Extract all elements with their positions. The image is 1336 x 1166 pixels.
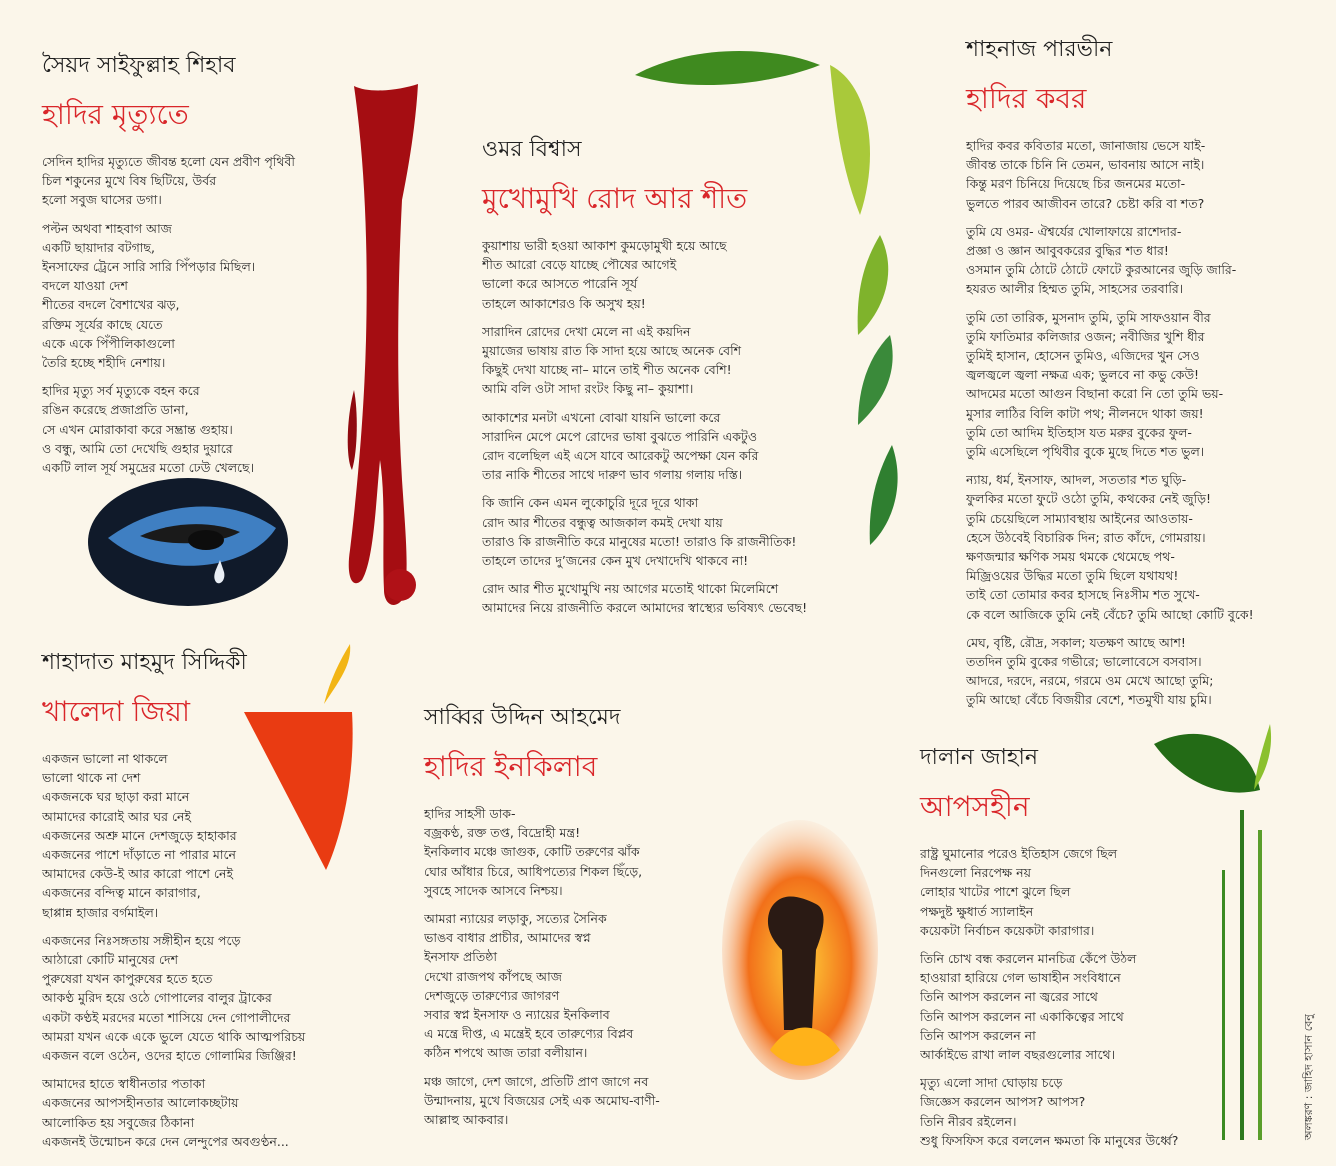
poem-line: রঙিন করেছে প্রজাপ্রতি ডানা, <box>42 402 189 418</box>
stanza <box>966 308 1296 462</box>
poem-line: তুমিই হাসান, হোসেন তুমিও, এজিদের খুন সেও <box>966 348 1200 364</box>
poem-line: হাদির মৃত্যু সর্ব মৃত্যুকে বহন করে <box>42 383 200 399</box>
poem-line: তিনি আপস করলেন না একাকিত্বের সাথে <box>920 1008 1124 1024</box>
poem-line: তাহলে তাদের দু’জনের কেন মুখ দেখাদেখি থাকবে না! <box>482 553 749 569</box>
stanza <box>42 152 342 210</box>
poem-line: রোদ বলেছিল এই এসে যাবে আরেকটু অপেক্ষা যেন করি <box>482 448 759 464</box>
poem-line: পক্ষদুষ্ট ক্ষুধার্ত স্যালাইন <box>920 903 1034 919</box>
poem-line: সুবহে সাদেক আসবে নিশ্চয়। <box>424 882 563 898</box>
poem-line: হলো সবুজ ঘাসের ডগা। <box>42 192 162 208</box>
stanza <box>966 222 1296 299</box>
poem-line: তাই তো তোমার কবর হাসছে নিঃসীম শত সুখে- <box>966 587 1200 603</box>
poem-line: তার নাকি শীতের সাথে দারুণ ভাব গলায় গলায় দস্তি। <box>482 467 743 483</box>
poem-line: আমাদের কারোই আর ঘর নেই <box>42 808 191 824</box>
poem-line: আমাদের হাতে স্বাধীনতার পতাকা <box>42 1076 206 1092</box>
poem-author: শাহনাজ পারভীন <box>966 37 1113 62</box>
poem-line: আকণ্ঠ মুরিদ হয়ে ওঠে গোপালের বালুর ট্রাকের <box>42 990 272 1006</box>
stanza <box>424 909 724 1063</box>
poem-line: সে এখন মোরাকাবা করে সম্ভ্রান্ত গুহায়। <box>42 421 233 437</box>
stanza <box>920 844 1240 940</box>
poem-hadir-inqilab <box>424 700 724 1138</box>
stanza <box>482 579 882 617</box>
poem-line: একটা কণ্ঠই মরদের মতো শাসিয়ে দেন গোপালীদের <box>42 1009 291 1025</box>
poem-line: প্রজ্ঞা ও জ্ঞান আবুবকরের বুদ্ধির শত ধার! <box>966 243 1169 259</box>
poem-line: তারাও কি রাজনীতি করে মানুষের মতো! তারাও কি রাজনীতিক! <box>482 533 797 549</box>
poem-line: জিজ্ঞেস করলেন আপস? আপস? <box>920 1094 1086 1110</box>
poem-line: ভুলতে পারব আজীবন তারে? চেষ্টা করি বা শত? <box>966 195 1205 211</box>
poem-line: হেসে উঠবেই বিচারিক দিন; রাত কাঁদে, গোমরায়। <box>966 529 1206 545</box>
poem-line: একটি ছায়াদার বটগাছ, <box>42 239 155 255</box>
poem-line: একটি লাল সূর্য সমুদ্রের মতো ঢেউ খেলছে। <box>42 460 255 476</box>
poem-line: ফুলকির মতো ফুটে ওঠো তুমি, কথকের নেই জুড়ি! <box>966 491 1212 507</box>
poem-line: মৃত্যু এলো সাদা ঘোড়ায় চড়ে <box>920 1075 1063 1091</box>
poem-line: কুয়াশায় ভারী হওয়া আকাশ কুমড়োমুখী হয়ে আছে <box>482 238 727 253</box>
poem-line: ও বন্ধু, আমি তো দেখেছি গুহার দুয়ারে <box>42 440 233 456</box>
poem-line: বদলে যাওয়া দেশ <box>42 278 128 294</box>
poem-line: রোদ আর শীত মুখোমুখি নয় আগের মতোই থাকো মিলেমিশে <box>482 581 779 597</box>
poem-line: রক্তিম সূর্যের কাছে যেতে <box>42 316 163 332</box>
poem-line: একজনই উন্মোচন করে দেন লেন্দুপের অবগুণ্ঠন... <box>42 1133 289 1149</box>
illustration-credit: অলঙ্করণ : জাহিদ হাসান বেনু <box>1302 1014 1315 1140</box>
poem-line: কে বলে আজিকে তুমি নেই বেঁচে? তুমি আছো কোটি বুকে! <box>966 606 1254 622</box>
poem-line: পল্টন অথবা শাহবাগ আজ <box>42 220 172 236</box>
stanza <box>42 219 342 373</box>
poem-hadir-mrityute <box>42 48 342 486</box>
stanza <box>424 1072 724 1130</box>
poem-line: ভালো করে আসতে পারেনি সূর্য <box>482 276 638 292</box>
poem-line: রাষ্ট্র ঘুমানোর পরেও ইতিহাস জেগে ছিল <box>920 846 1118 861</box>
poem-line: আমাদের নিয়ে রাজনীতি করলে আমাদের স্বাস্থ্যের ভবিষ্যৎ ভেবেছ! <box>482 600 808 616</box>
poem-line: রোদ আর শীতের বন্ধুত্ব আজকাল কমই দেখা যায় <box>482 514 723 530</box>
poem-line: ভালো থাকে না দেশ <box>42 770 141 786</box>
poem-line: আঠারো কোটি মানুষের দেশ <box>42 952 179 968</box>
poem-line: একজনের অশ্রু মানে দেশজুড়ে হাহাকার <box>42 827 237 843</box>
poem-title: হাদির মৃত্যুতে <box>42 98 189 131</box>
poem-title: আপসহীন <box>920 790 1030 823</box>
blood-drip-illustration <box>340 80 430 610</box>
poem-line: আমরা ন্যায়ের লড়াকু, সত্যের সৈনিক <box>424 911 607 927</box>
poem-line: একজনের নিঃসঙ্গতায় সঙ্গীহীন হয়ে পড়ে <box>42 932 241 948</box>
poem-line: আকাশের মনটা এখনো বোঝা যায়নি ভালো করে <box>482 409 721 425</box>
poem-line: কি জানি কেন এমন লুকোচুরি দূরে দূরে থাকা <box>482 495 699 511</box>
poem-line: তুমি এসেছিলে পৃথিবীর বুকে মুছে দিতে শত ভুল। <box>966 444 1205 460</box>
poem-line: হাওয়ারা হারিয়ে গেল ভাষাহীন সংবিধানে <box>920 970 1121 986</box>
poem-line: কঠিন শপথে আজ তারা বলীয়ান। <box>424 1045 588 1061</box>
poem-line: আমি বলি ওটা সাদা রংটং কিছু না– কুয়াশা। <box>482 381 694 397</box>
fire-fist-illustration <box>720 800 880 1080</box>
stanza <box>920 949 1240 1064</box>
stanza <box>966 136 1296 213</box>
poem-line: তিনি আপস করলেন না জ্বরের সাথে <box>920 989 1098 1005</box>
poem-khaleda-zia <box>42 645 372 1160</box>
poem-line: তিনি আপস করলেন না <box>920 1027 1036 1043</box>
poem-line: একে একে পিঁপীলিকাগুলো <box>42 335 175 351</box>
poem-line: হযরত আলীর হিম্মত তুমি, সাহসের তরবারি। <box>966 281 1184 297</box>
poem-line: ইনকিলাব মঞ্চে জাগুক, কোটি তরুণের ঝাঁক <box>424 844 640 860</box>
poem-line: ওসমান তুমি ঠোটে ঠোটে ফোটে কুরআনের জুড়ি জারি- <box>966 262 1237 278</box>
poem-line: তিনি চোখ বন্ধ করলেন মানচিত্র কেঁপে উঠল <box>920 951 1137 967</box>
poem-line: মেঘ, বৃষ্টি, রৌদ্র, সকাল; যতক্ষণ আছে আশ! <box>966 634 1186 650</box>
stanza <box>966 633 1296 710</box>
poem-line: তুমি তো আদিম ইতিহাস যত মরুর বুকের ফুল- <box>966 424 1192 440</box>
poem-author: সৈয়দ সাইফুল্লাহ শিহাব <box>42 53 236 78</box>
poem-line: তিনি নীরব রইলেন। <box>920 1113 1017 1129</box>
stanza <box>42 931 372 1065</box>
poem-line: ছাপ্পান্ন হাজার বর্গমাইল। <box>42 904 159 920</box>
stanza <box>920 1073 1240 1150</box>
poem-line: মিজ্রিওয়ের উদ্ধির মতো তুমি ছিলে যথাযথ! <box>966 568 1179 584</box>
stanza <box>482 493 882 570</box>
poem-line: তুমি তো তারিক, মুসনাদ তুমি, তুমি সাফওয়ান বীর <box>966 309 1211 325</box>
poem-title: হাদির ইনকিলাব <box>424 750 598 783</box>
poem-line: দেখো রাজপথ কাঁপছে আজ <box>424 968 562 984</box>
poem-line: সারাদিন মেপে মেপে রোদের ভাষা বুঝতে পারিনি একটুও <box>482 428 758 444</box>
stanza <box>482 322 882 399</box>
poem-line: লোহার খাটের পাশে ঝুলে ছিল <box>920 884 1071 900</box>
poem-line: মুসার লাঠির বিলি কাটা পথ; নীলনদে থাকা জয়! <box>966 405 1204 421</box>
poem-line: একজনের আপসহীনতার আলোকচ্ছটায় <box>42 1095 239 1111</box>
poem-line: কিছুই দেখা যাচ্ছে না– মানে তাই শীত অনেক বেশি! <box>482 362 732 378</box>
poem-author: শাহাদাত মাহমুদ সিদ্দিকী <box>42 650 247 675</box>
poem-line: মঞ্চ জাগে, দেশ জাগে, প্রতিটি প্রাণ জাগে নব <box>424 1073 649 1089</box>
poem-aposhin <box>920 740 1240 1159</box>
poem-line: তাহলে আকাশেরও কি অসুখ হয়! <box>482 295 646 311</box>
poem-line: মুয়াজের ভাষায় রাত কি সাদা হয়ে আছে অনেক বেশি <box>482 343 742 359</box>
stanza <box>42 1074 372 1151</box>
poem-line: বজ্রকণ্ঠ, রক্ত তপ্ত, বিদ্রোহী মন্ত্র! <box>424 825 581 841</box>
tearful-eye-illustration <box>80 470 290 620</box>
poem-line: একজনের পাশে দাঁড়াতে না পারার মানে <box>42 847 236 863</box>
poem-line: সবার স্বপ্ন ইনসাফ ও ন্যায়ের ইনকিলাব <box>424 1007 610 1023</box>
poem-line: তুমি যে ওমর- ঐশ্বর্যের খোলাফায়ে রাশেদার- <box>966 223 1182 239</box>
poem-line: সারাদিন রোদের দেখা মেলে না এই কয়দিন <box>482 323 691 339</box>
stanza <box>966 470 1296 624</box>
poem-line: আদমের মতো আগুন বিছানা করো নি তো তুমি ভয়- <box>966 386 1224 402</box>
poem-title: হাদির কবর <box>966 82 1087 115</box>
stanza <box>424 804 724 900</box>
poem-line: তৈরি হচ্ছে শহীদি নেশায়। <box>42 355 166 371</box>
poem-line: আলোকিত হয় সবুজের ঠিকানা <box>42 1114 195 1130</box>
poem-line: পুরুষেরা যখন কাপুরুষের হতে হতে <box>42 971 213 987</box>
poem-line: দিনগুলো নিরপেক্ষ নয় <box>920 865 1031 881</box>
poem-line: শীতের বদলে বৈশাখের ঝড়, <box>42 297 180 313</box>
poem-title: মুখোমুখি রোদ আর শীত <box>482 182 748 215</box>
stanza <box>42 381 342 477</box>
poem-line: ক্ষণজন্মার ক্ষণিক সময় থমকে থেমেছে পথ- <box>966 549 1175 565</box>
poem-line: উন্মাদনায়, মুখে বিজয়ের সেই এক অমোঘ-বাণী- <box>424 1092 660 1108</box>
poem-line: হাদির কবর কবিতার মতো, জানাজায় ভেসে যাই- <box>966 138 1206 153</box>
stanza <box>482 236 882 313</box>
poem-line: তুমি ফাতিমার কলিজার ওজন; নবীজির খুশি ধীর <box>966 328 1205 344</box>
poem-line: এ মন্ত্রে দীপ্ত, এ মন্ত্রেই হবে তারুণ্যের বিপ্লব <box>424 1026 634 1042</box>
poem-line: আল্লাহু আকবার। <box>424 1112 509 1128</box>
poem-line: ন্যায়, ধর্ম, ইনসাফ, আদল, সততার শত ঘুড়ি- <box>966 472 1187 488</box>
poem-line: কিন্তু মরণ চিনিয়ে দিয়েছে চির জনমের মতো- <box>966 176 1186 192</box>
poem-line: শুধু ফিসফিস করে বললেন ক্ষমতা কি মানুষের উর্ধ্বে? <box>920 1132 1179 1148</box>
poem-line: শীত আরো বেড়ে যাচ্ছে পৌষের আগেই <box>482 257 677 273</box>
poem-author: দালান জাহান <box>920 745 1038 770</box>
poem-line: একজন ভালো না থাকলে <box>42 751 168 766</box>
poem-line: দেশজুড়ে তারুণ্যের জাগরণ <box>424 987 560 1003</box>
poem-line: একজন বলে ওঠেন, ওদের হাতে গোলামির জিঞ্জির! <box>42 1048 297 1064</box>
poem-line: একজনের বন্দিত্ব মানে কারাগার, <box>42 885 201 901</box>
poem-line: আমরা যখন একে একে ভুলে যেতে থাকি আত্মপরিচয় <box>42 1028 306 1044</box>
stanza <box>482 408 882 485</box>
poem-line: তুমি আছো বেঁচে বিজয়ীর বেশে, শতমুখী যায় চুমি। <box>966 692 1212 708</box>
poem-author: সাব্বির উদ্দিন আহমেদ <box>424 705 621 730</box>
poem-line: জীবন্ত তাকে চিনি নি তেমন, ভাবনায় আসে নাই। <box>966 157 1205 173</box>
poem-hadir-kobor <box>966 32 1296 719</box>
poem-line: ইনসাফ প্রতিষ্ঠা <box>424 949 498 965</box>
poem-line: সেদিন হাদির মৃত্যুতে জীবন্ত হলো যেন প্রবীণ পৃথিবী <box>42 154 296 169</box>
poem-line: আমাদের কেউ-ই আর কারো পাশে নেই <box>42 866 233 882</box>
poem-line: ঘোর আঁধার চিরে, আধিপত্যের শিকল ছিঁড়ে, <box>424 863 643 879</box>
poem-line: ভাঙব বাধার প্রাচীর, আমাদের স্বপ্ন <box>424 930 591 946</box>
poem-mukhomukhi-rod-ar-sheet <box>482 132 882 627</box>
poem-author: ওমর বিশ্বাস <box>482 137 582 162</box>
poem-title: খালেদা জিয়া <box>42 695 191 728</box>
poem-line: কয়েকটা নির্বাচন কয়েকটা কারাগার। <box>920 922 1095 938</box>
poem-line: চিল শকুনের মুখে বিষ ছিটিয়ে, উর্বর <box>42 173 217 189</box>
poem-line: ততদিন তুমি বুকের গভীরে; ভালোবেসে বসবাস। <box>966 654 1202 670</box>
poem-line: জ্বলজ্বলে জ্বলা নক্ষত্র এক; ভুলবে না কভু কেউ! <box>966 367 1200 383</box>
poem-line: ইনসাফের ট্রেনে সারি সারি পিঁপড়ার মিছিল। <box>42 259 256 275</box>
poem-line: আর্কাইভে রাখা লাল বছরগুলোর সাথে। <box>920 1047 1116 1063</box>
poem-line: একজনকে ঘর ছাড়া করা মানে <box>42 789 190 805</box>
poem-line: হাদির সাহসী ডাক- <box>424 806 516 821</box>
stanza <box>42 749 372 922</box>
poem-line: তুমি চেয়েছিলে সাম্যাবস্থায় আইনের আওতায়- <box>966 510 1193 526</box>
poem-line: আদরে, দরদে, নরমে, গরমে ওম মেখে আছো তুমি; <box>966 673 1214 689</box>
